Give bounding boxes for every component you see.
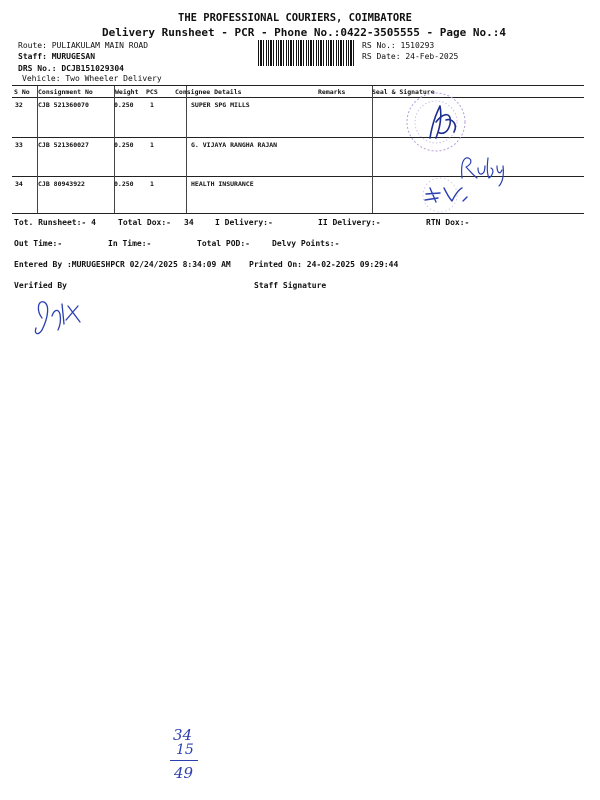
row3-consignment: CJB 80943922 [38,180,85,188]
printed-on: Printed On: 24-02-2025 09:29:44 [249,260,399,269]
header-consignment: Consignment No [38,88,93,96]
row2-sno: 33 [15,141,23,149]
verified-by-label: Verified By [14,281,67,290]
header-remarks: Remarks [318,88,346,96]
company-title: THE PROFESSIONAL COURIERS, COIMBATORE [178,12,412,24]
delvy-points: Delvy Points:- [272,239,340,248]
tally-total: 49 [174,764,194,782]
header-pcs: PCS [146,88,158,96]
row3-weight: 0.250 [114,180,134,188]
total-runsheet: Tot. Runsheet:- 4 [14,218,96,227]
route-label: Route: PULIAKULAM MAIN ROAD [18,41,149,50]
in-time: In Time:- [108,239,152,248]
row1-consignment: CJB 521360070 [38,101,89,109]
tally-divider [170,760,198,761]
out-time: Out Time:- [14,239,63,248]
header-consignee: Consignee Details [175,88,242,96]
header-weight: Weight [115,88,139,96]
row3-sno: 34 [15,180,23,188]
runsheet-subtitle: Delivery Runsheet - PCR - Phone No.:0422-3505555 - Page No.:4 [102,26,506,39]
rtn-dox: RTN Dox:- [426,218,470,227]
row1-consignee: SUPER SPG MILLS [191,101,250,109]
row1-weight: 0.250 [114,101,134,109]
row2-pcs: 1 [150,141,154,149]
row2-consignee: G. VIJAYA RANGHA RAJAN [191,141,278,149]
row2-consignment: CJB 521360027 [38,141,89,149]
row2-weight: 0.250 [114,141,134,149]
total-dox-label: Total Dox:- [118,218,171,227]
header-sno: S No [14,88,30,96]
vehicle-label: Vehicle: Two Wheeler Delivery [22,74,162,83]
tally-second: 15 [176,742,194,758]
rs-date: RS Date: 24-Feb-2025 [362,52,459,61]
row3-pcs: 1 [150,180,154,188]
staff-label: Staff: MURUGESAN [18,52,96,61]
ii-delivery: II Delivery:- [318,218,381,227]
rs-number: RS No.: 1510293 [362,41,435,50]
staff-signature-label: Staff Signature [254,281,327,290]
row1-sno: 32 [15,101,23,109]
header-seal: Seal & Signature [372,88,435,96]
row3-consignee: HEALTH INSURANCE [191,180,254,188]
drs-number: DRS No.: DCJB151029304 [18,64,124,73]
total-pod: Total POD:- [197,239,250,248]
total-dox-value: 34 [184,218,194,227]
row1-pcs: 1 [150,101,154,109]
i-delivery: I Delivery:- [215,218,273,227]
tally-first: 34 [173,726,193,744]
entered-by: Entered By :MURUGESHPCR 02/24/2025 8:34:09 AM [14,260,231,269]
